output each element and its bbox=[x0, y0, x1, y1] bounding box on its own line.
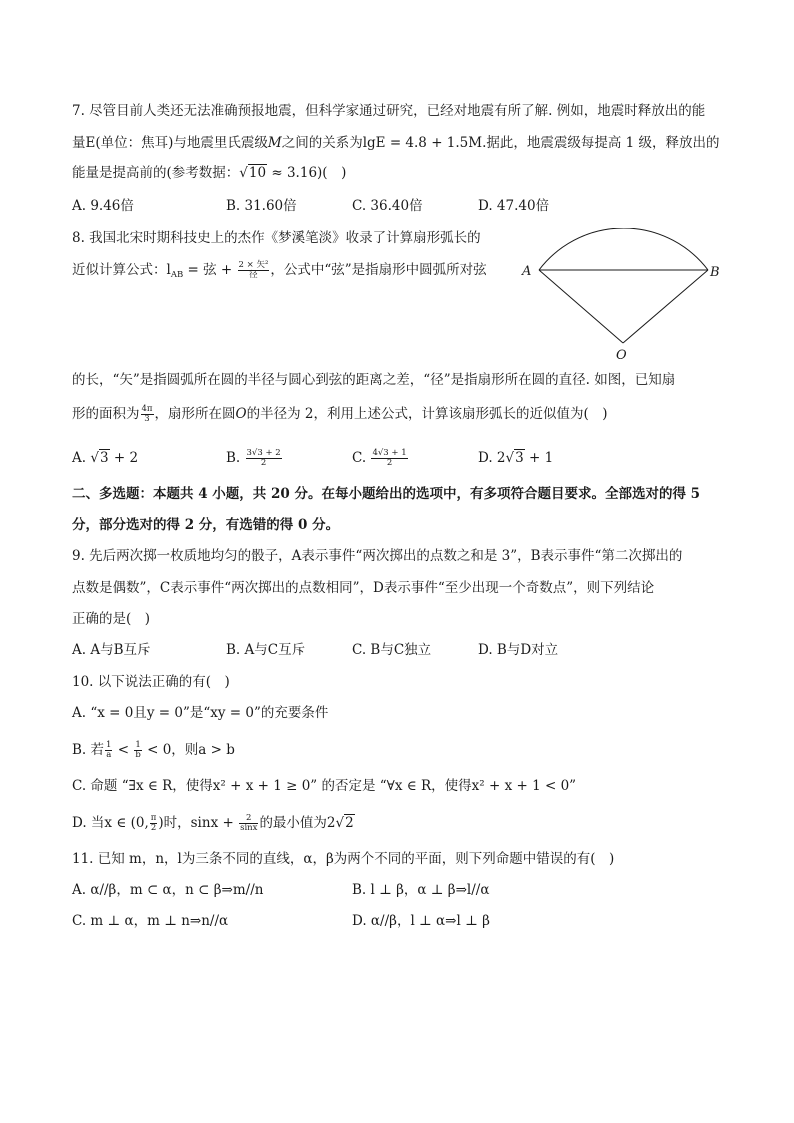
q9-option-a: A. A与B互斥 bbox=[72, 642, 151, 658]
q7-line3: 能量是提高前的(参考数据：√10 ≈ 3.16)( ) bbox=[72, 165, 347, 181]
q8-area-num: 4π bbox=[141, 404, 153, 414]
q10-stem: 10. 以下说法正确的有( ) bbox=[72, 674, 230, 690]
sector-arc bbox=[539, 228, 708, 270]
q10-option-b-frac1 bbox=[105, 741, 112, 760]
q7-line3-a: 能量是提高前的(参考数据： bbox=[72, 165, 240, 181]
q8-area-fraction bbox=[141, 405, 154, 424]
section2-line2: 分，部分选对的得 2 分，有选错的得 0 分。 bbox=[72, 517, 340, 533]
q8-option-b bbox=[226, 448, 283, 468]
q10-option-d-mid: )时，sinx + bbox=[158, 815, 239, 831]
q8-line2-a: 近似计算公式：l bbox=[72, 262, 171, 278]
q7-line1: 7. 尽管目前人类还无法准确预报地震，但科学家通过研究，已经对地震有所了解. 例如，地震时释放出的能 bbox=[72, 103, 706, 119]
q10-option-b bbox=[72, 740, 235, 760]
q8-line3: 的长，“矢”是指圆弧所在圆的半径与圆心到弦的距离之差，“径”是指扇形所在圆的直径. 如图，已知扇 bbox=[72, 372, 676, 388]
q8-formula-num: 2 × 矢² bbox=[238, 260, 269, 270]
q10-option-d-n1: π bbox=[150, 813, 157, 823]
q10-option-d-frac2 bbox=[239, 814, 258, 833]
q8-option-d-sqrt: 3 bbox=[515, 450, 524, 466]
q8-option-b-den: 2 bbox=[260, 458, 267, 468]
q8-arc-sub: AB bbox=[170, 270, 184, 280]
q8-option-d: D. 2√3 + 1 bbox=[478, 450, 554, 466]
q8-option-b-pre: B. bbox=[226, 450, 245, 466]
q10-option-a: A. “x = 0且y = 0”是“xy = 0”的充要条件 bbox=[72, 705, 329, 721]
q8-option-a-post: + 2 bbox=[109, 450, 139, 466]
q8-option-a-pre: A. bbox=[72, 450, 91, 466]
q9-line2: 点数是偶数”，C表示事件“两次掷出的点数相同”，D表示事件“至少出现一个奇数点”，则下列结论 bbox=[72, 580, 655, 596]
label-point-b: B bbox=[710, 265, 720, 280]
q8-line2 bbox=[72, 260, 487, 285]
q8-option-c-pre: C. bbox=[352, 450, 371, 466]
q7-option-c: C. 36.40倍 bbox=[352, 198, 423, 214]
sector-figure bbox=[512, 228, 732, 366]
q10-option-b-d2: b bbox=[135, 750, 141, 760]
sector-radius-oa bbox=[539, 270, 623, 343]
q10-option-b-n1: 1 bbox=[106, 740, 112, 750]
q7-option-b: B. 31.60倍 bbox=[226, 198, 297, 214]
q8-formula-den: 径 bbox=[249, 270, 258, 280]
q9-option-d: D. B与D对立 bbox=[478, 642, 559, 658]
q8-line4-b: ，扇形所在圆 bbox=[154, 406, 236, 422]
q8-var-o: O bbox=[235, 406, 247, 422]
q8-option-c-num: 4√3 + 1 bbox=[372, 448, 407, 458]
q10-option-d-d2: sinx bbox=[240, 823, 258, 833]
q11-option-b: B. l ⊥ β，α ⊥ β⇒l//α bbox=[352, 882, 490, 898]
q7-line2-a: 量E(单位：焦耳)与地震里氏震级 bbox=[72, 135, 268, 151]
q10-option-d-d1: 2 bbox=[150, 823, 157, 833]
q9-line3: 正确的是( ) bbox=[72, 611, 151, 627]
q10-option-d-post: 的最小值为2 bbox=[259, 815, 336, 831]
q9-line1: 9. 先后两次掷一枚质地均匀的骰子，A表示事件“两次掷出的点数之和是 3”，B表示事件“第二次掷出的 bbox=[72, 548, 683, 564]
q7-line3-b: ≈ 3.16)( ) bbox=[267, 165, 347, 181]
q8-option-c-den: 2 bbox=[386, 458, 393, 468]
q9-option-c: C. B与C独立 bbox=[352, 642, 432, 658]
q8-line1: 8. 我国北宋时期科技史上的杰作《梦溪笔淡》收录了计算扇形弧长的 bbox=[72, 230, 481, 246]
q8-line4 bbox=[72, 404, 608, 424]
q8-area-den: 3 bbox=[144, 414, 150, 424]
q11-option-c: C. m ⊥ α，m ⊥ n⇒n//α bbox=[72, 913, 229, 929]
q10-option-b-frac2 bbox=[134, 741, 141, 760]
q8-option-d-pre: D. 2 bbox=[478, 450, 506, 466]
q7-line2 bbox=[72, 133, 720, 153]
q8-line2-c: ，公式中“弦”是指扇形中圆弧所对弦 bbox=[270, 262, 487, 278]
section2-line1: 二、多选题：本题共 4 小题，共 20 分。在每小题给出的选项中，有多项符合题目要求。全部选对的得 5 bbox=[72, 486, 701, 502]
q9-option-b: B. A与C互斥 bbox=[226, 642, 306, 658]
q8-option-b-num: 3√3 + 2 bbox=[246, 448, 281, 458]
label-point-o: O bbox=[616, 348, 627, 363]
q7-var-m: M bbox=[267, 135, 282, 151]
q10-option-b-d1: a bbox=[106, 750, 112, 760]
q8-option-a: A. √3 + 2 bbox=[72, 450, 139, 466]
q8-line2-b: = 弦 + bbox=[183, 262, 237, 278]
q11-option-d: D. α//β，l ⊥ α⇒l ⊥ β bbox=[352, 913, 490, 929]
q7-line2-b: 之间的关系为lgE = 4.8 + 1.5M.据此，地震震级每提高 1 级，释放出的 bbox=[281, 135, 720, 151]
sector-radius-ob bbox=[623, 270, 708, 343]
q7-option-a: A. 9.46倍 bbox=[72, 198, 134, 214]
q8-formula-fraction bbox=[238, 261, 270, 280]
q11-option-a: A. α//β，m ⊂ α，n ⊂ β⇒m//n bbox=[72, 882, 264, 898]
q11-stem: 11. 已知 m，n，l为三条不同的直线，α，β为两个不同的平面，则下列命题中错误的有( ) bbox=[72, 851, 615, 867]
q8-option-a-sqrt: 3 bbox=[99, 450, 109, 466]
q10-option-b-mid: < bbox=[113, 742, 134, 758]
q7-sqrt-value: 10 bbox=[248, 165, 267, 181]
q8-option-b-fraction bbox=[246, 449, 282, 468]
q10-option-b-post: < 0，则a > b bbox=[142, 742, 235, 758]
q10-option-d-pre: D. 当x ∈ (0, bbox=[72, 815, 149, 831]
q10-option-c: C. 命题 “∃x ∈ R，使得x² + x + 1 ≥ 0” 的否定是 “∀x ∈ R，使得x² + x + 1 < 0” bbox=[72, 778, 577, 794]
q8-option-d-post: + 1 bbox=[524, 450, 554, 466]
q10-option-b-n2: 1 bbox=[135, 740, 141, 750]
q8-line4-a: 形的面积为 bbox=[72, 406, 140, 422]
q10-option-d-n2: 2 bbox=[239, 814, 258, 824]
q10-option-d: D. 当x ∈ (0, $\frac{\pi}{2}$ )时，sinx + $\frac{2}{\sin x}$ 的最小值为2√2 bbox=[72, 813, 354, 833]
q10-option-d-frac1 bbox=[150, 814, 158, 833]
q7-option-d: D. 47.40倍 bbox=[478, 198, 550, 214]
q10-option-d-sqrt: 2 bbox=[345, 815, 354, 831]
q8-option-c bbox=[352, 448, 409, 468]
q8-option-c-fraction bbox=[371, 449, 407, 468]
label-point-a: A bbox=[522, 264, 532, 279]
q10-option-b-pre: B. 若 bbox=[72, 742, 105, 758]
q8-line4-c: 的半径为 2，利用上述公式，计算该扇形弧长的近似值为( ) bbox=[246, 406, 608, 422]
